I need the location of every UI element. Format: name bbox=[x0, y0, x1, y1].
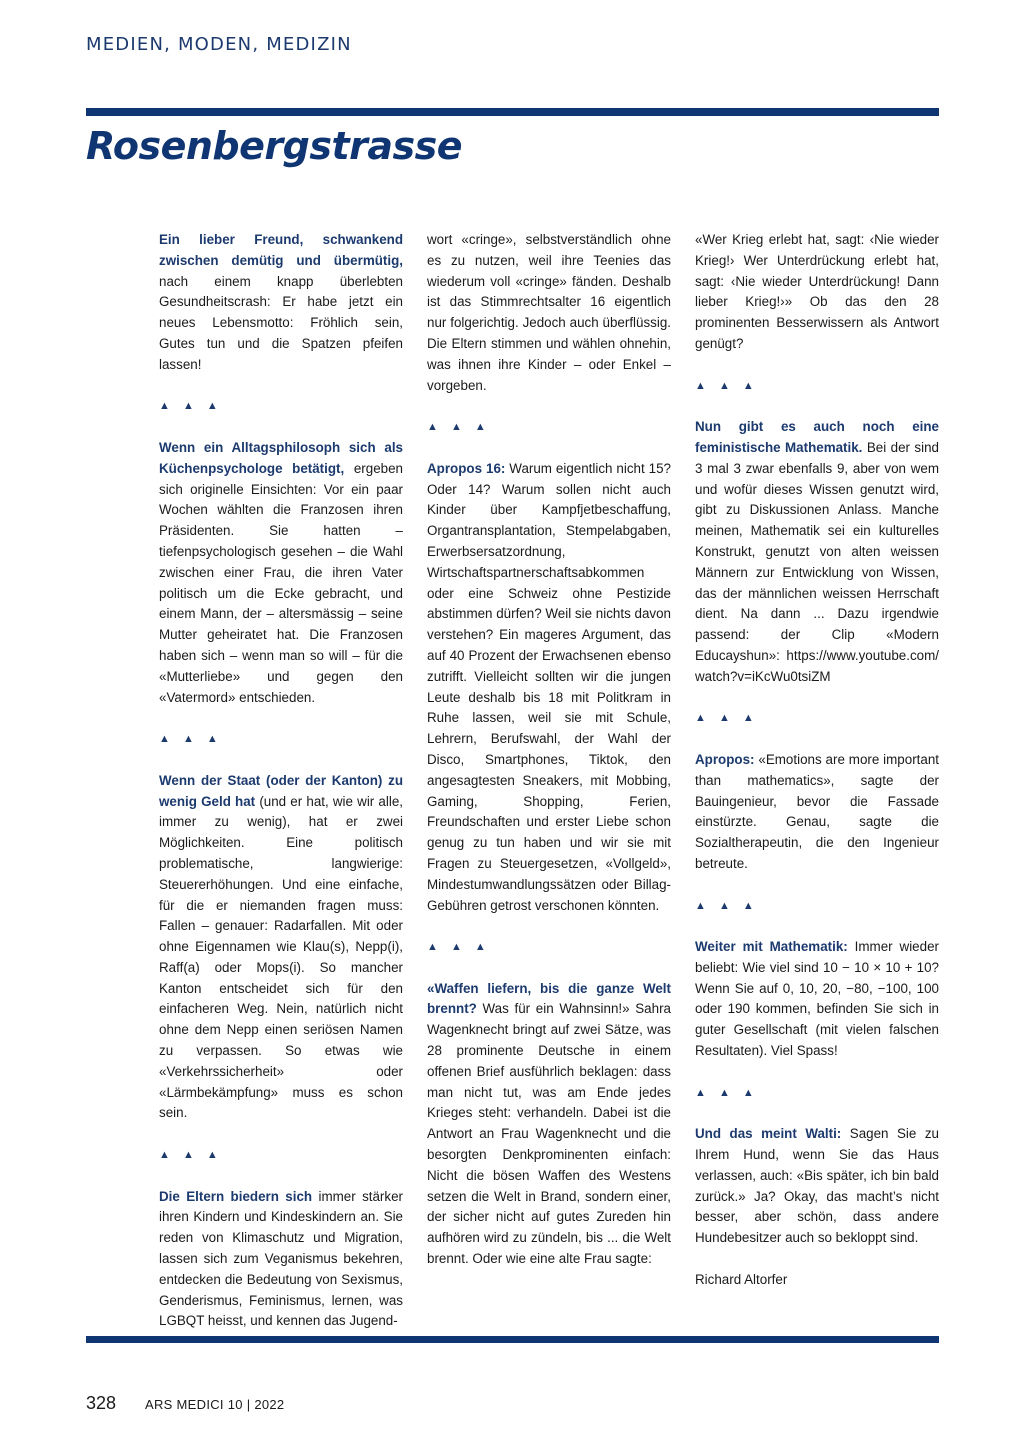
article-body: Warum eigentlich nicht 15? Oder 14? Warum sollen nicht auch Kinder über Kampfjetbeschaffung, Organtransplantation, Stempelabgaben, Erwerbsersatzordnung, Wirtschaftspartnerschaftsabkommen oder eine Schweiz ohne Pestizide abstimmen dürfen? Weil sie nichts davon verstehen? Ein mageres Argument, das auf 40 Prozent der Erwachsenen ebenso zutrifft. Vielleicht sollten wir die jungen Leute deshalb bis 18 mit Politkram in Ruhe lassen, weil sie mit Schule, Lehrern, Berufswahl, der Wahl der Disco, Smartphones, Tiktok, den angesagtesten Sneakers, mit Mobbing, Gaming, Shopping, Ferien, Freundschaften und erster Liebe schon genug zu tun haben und wir sie mit Fragen zu Steuergesetzen, «Vollgeld», Mindestumwandlungssätzen oder Billag-Gebühren getrost verschonen könnten. bbox=[427, 460, 671, 913]
column-2 bbox=[427, 230, 671, 1291]
article-body: nach einem knapp überlebten Gesundheitscrash: Er habe jetzt ein neues Lebensmotto: Fröhlich sein, Gutes tun und die Spatzen pfeifen lassen! bbox=[159, 273, 403, 372]
article-lead: Und das meint Walti: bbox=[695, 1126, 842, 1142]
triangle-separator-icon: ▲ ▲ ▲ bbox=[695, 1086, 759, 1099]
article-paragraph bbox=[695, 937, 939, 1062]
article-lead: Wenn der Staat (oder der Kanton) zu wenig Geld hat bbox=[159, 772, 403, 809]
article-body: Immer wieder beliebt: Wie viel sind 10 − 10 × 10 + 10? Wenn Sie auf 0, 10, 20, −80, −100, 100 oder 190 kommen, befinden Sie sich in guter Gesellschaft (mit vielen falschen Resultaten). Viel Spass! bbox=[695, 939, 939, 1059]
top-rule bbox=[86, 108, 939, 116]
page-number: 328 bbox=[86, 1393, 117, 1413]
article-body: (und er hat, wie wir alle, immer zu wenig), hat er zwei Möglichkeiten. Eine politisch problematische, langwierige: Steuererhöhungen. Und eine einfache, für die er niemanden fragen muss: Fallen – genauer: Radarfallen. Mit oder ohne Eigennamen wie Klau(s), Nepp(i), Raff(a) oder Mops(i). So mancher Kanton entscheidet sich für den einfacheren Weg. Nein, natürlich nicht ohne dem Nepp einen seriösen Namen zu verpassen. So etwas wie «Verkehrssicherheit» oder «Lärmbekämpfung» muss es schon sein. bbox=[159, 793, 403, 1121]
article-paragraph bbox=[427, 230, 671, 396]
column-3 bbox=[695, 230, 939, 1311]
article-lead: Nun gibt es auch noch eine feministische Mathematik. bbox=[695, 419, 939, 455]
triangle-separator-icon: ▲ ▲ ▲ bbox=[159, 400, 223, 413]
article-body: «Wer Krieg erlebt hat, sagt: ‹Nie wieder Krieg!› Wer Unterdrückung erlebt hat, sagt: ‹Nie wieder Unterdrückung! Dann lieber Krieg!›» Ob das den 28 prominenten Besserwissern als Antwort genügt? bbox=[695, 232, 939, 351]
article-paragraph bbox=[695, 750, 939, 875]
article-body: Sagen Sie zu Ihrem Hund, wenn Sie das Haus verlassen, auch: «Bis später, ich bin bald zurück.» Ja? Okay, das macht’s nicht besser, aber schön, dass andere Hundebesitzer auch so bekloppt sind. bbox=[695, 1126, 939, 1246]
page-title: Rosenbergstrasse bbox=[86, 124, 463, 168]
article-paragraph bbox=[427, 979, 671, 1270]
article-lead: «Waffen liefern, bis die ganze Welt brennt? bbox=[427, 980, 671, 1017]
article-body: «Emotions are more important than mathematics», sagte der Bauingenieur, bevor die Fassade einstürzte. Genau, sagte die Sozialtherapeutin, die den Ingenieur betreute. bbox=[695, 751, 939, 871]
article-body: immer stärker ihren Kindern und Kindeskindern an. Sie reden von Klimaschutz und Migration, lassen sich zum Veganismus bekehren, entdecken die Bedeutung von Sexismus, Genderismus, Feminismus, lernen, was LGBQT heisst, und kennen das Jugend- bbox=[159, 1188, 403, 1329]
article-lead: Weiter mit Mathematik: bbox=[695, 939, 848, 955]
article-body: Was für ein Wahnsinn!» Sahra Wagenknecht bringt auf zwei Sätze, was 28 prominente Deutsche in einem offenen Brief ausführlich beklagen: dass man nicht tut, was am Ende jedes Krieges steht: verhandeln. Dabei ist die Antwort an Frau Wagenknecht und die besorgten Denkprominenten einfach: Nicht die bösen Waffen des Westens setzen die Welt in Brand, sondern einer, der sicher nicht auf gutes Zureden hin aufhören wird zu zündeln, bis ... die Welt brennt. Oder wie eine alte Frau sagte: bbox=[427, 1001, 671, 1267]
triangle-separator-icon: ▲ ▲ ▲ bbox=[695, 712, 759, 725]
author-name: Richard Altorfer bbox=[695, 1271, 788, 1287]
article-body: wort «cringe», selbstverständlich ohne es zu nutzen, weil ihre Teenies das wiederum voll «cringe» fänden. Deshalb ist das Stimmrechtsalter 16 eigentlich nur folgerichtig. Jedoch auch überflüssig. Die Eltern stimmen und wählen ohnehin, was ihnen ihre Kinder – oder Enkel – vorgeben. bbox=[427, 232, 671, 393]
triangle-separator-icon: ▲ ▲ ▲ bbox=[159, 733, 223, 746]
section-label: MEDIEN, MODEN, MEDIZIN bbox=[86, 34, 352, 55]
triangle-separator-icon: ▲ ▲ ▲ bbox=[427, 421, 491, 434]
article-paragraph bbox=[695, 1124, 939, 1249]
journal-issue: ARS MEDICI 10 | 2022 bbox=[145, 1397, 285, 1412]
article-lead: Die Eltern biedern sich bbox=[159, 1188, 313, 1204]
triangle-separator-icon: ▲ ▲ ▲ bbox=[159, 1149, 223, 1162]
triangle-separator-icon: ▲ ▲ ▲ bbox=[695, 379, 759, 392]
article-paragraph bbox=[695, 417, 939, 687]
article-lead: Wenn ein Alltagsphilosoph sich als Küchenpsychologe betätigt, bbox=[159, 439, 403, 476]
bottom-rule bbox=[86, 1336, 939, 1343]
triangle-separator-icon: ▲ ▲ ▲ bbox=[427, 941, 491, 954]
article-body: Bei der sind 3 mal 3 zwar ebenfalls 9, aber von wem und wofür dieses Wissen genutzt wird, gibt zu Diskussionen Anlass. Manche meinen, Mathematik sei ein kulturelles Konstrukt, genutzt von alten weissen Männern zur Entwicklung von Wissen, das der männlichen weissen Herrschaft dient. Na dann ... Dazu irgendwie passend: der Clip «Modern Educayshun»: https://www.youtube.com/ watch?v=iKcWu0tsiZM bbox=[695, 439, 939, 684]
article-lead: Ein lieber Freund, schwankend zwischen demütig und übermütig, bbox=[159, 232, 403, 268]
article-lead: Apropos 16: bbox=[427, 460, 506, 476]
article-body: ergeben sich originelle Einsichten: Vor ein paar Wochen wählten die Franzosen ihren Präsidenten. Sie hatten – tiefenpsychologisch gesehen – die Wahl zwischen einer Frau, die ihren Vater politisch um die Ecke gebracht, und einem Mann, der – altersmässig – seine Mutter geheiratet hat. Die Franzosen haben sich – wenn man so will – für die «Mutterliebe» und gegen den «Vatermord» entschieden. bbox=[159, 460, 403, 705]
column-1 bbox=[159, 230, 403, 1353]
article-lead: Apropos: bbox=[695, 751, 755, 767]
article-paragraph bbox=[159, 1187, 403, 1333]
article-paragraph bbox=[159, 771, 403, 1125]
article-paragraph bbox=[695, 230, 939, 355]
article-paragraph bbox=[159, 230, 403, 376]
article-paragraph bbox=[159, 438, 403, 708]
article-paragraph bbox=[427, 459, 671, 917]
triangle-separator-icon: ▲ ▲ ▲ bbox=[695, 899, 759, 912]
